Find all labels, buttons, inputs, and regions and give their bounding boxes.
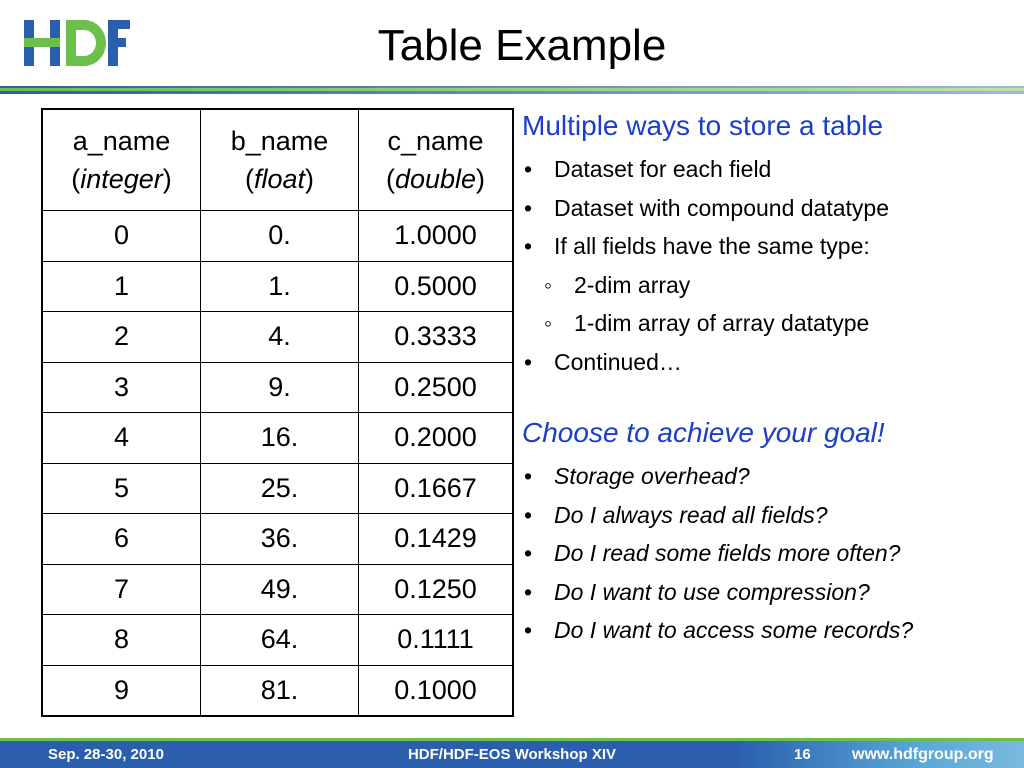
cell-a: 5	[42, 463, 201, 514]
list-item: • Do I want to access some records?	[522, 611, 1012, 650]
cell-b: 1.	[201, 261, 359, 312]
cell-c: 0.3333	[359, 312, 514, 363]
list-item: • Dataset with compound datatype	[522, 189, 1012, 228]
storage-options-list	[522, 150, 1012, 381]
bullet-icon: •	[524, 233, 533, 259]
header-a-name: a_name	[72, 126, 171, 156]
cell-a: 8	[42, 615, 201, 666]
cell-b: 25.	[201, 463, 359, 514]
table-row	[42, 413, 513, 464]
table-header-row	[42, 109, 513, 211]
list-item: • Do I read some fields more often?	[522, 534, 1012, 573]
bullet-icon: •	[524, 348, 533, 375]
list-item: • If all fields have the same type:	[522, 227, 1012, 266]
cell-b: 36.	[201, 514, 359, 565]
cell-a: 6	[42, 514, 201, 565]
cell-c: 0.1250	[359, 564, 514, 615]
footer-event: HDF/HDF-EOS Workshop XIV	[407, 746, 617, 763]
header-b: b_name (float)	[201, 109, 359, 211]
sub-bullet-icon: ◦	[544, 271, 553, 298]
cell-b: 64.	[201, 615, 359, 666]
slide-title: Table Example	[377, 21, 667, 70]
cell-c: 0.5000	[359, 261, 514, 312]
sub-bullet-icon: ◦	[544, 310, 553, 336]
footer-url: www.hdfgroup.org	[852, 746, 994, 763]
cell-a: 7	[42, 564, 201, 615]
header-a: a_name (integer)	[42, 109, 201, 211]
table-row	[42, 615, 513, 666]
bullet-icon: •	[524, 617, 533, 643]
cell-c: 1.0000	[359, 211, 514, 262]
cell-b: 16.	[201, 413, 359, 464]
cell-c: 0.2500	[359, 362, 514, 413]
bullet-icon: •	[524, 578, 533, 605]
list-item: • Dataset for each field	[522, 150, 1012, 189]
cell-a: 9	[42, 665, 201, 716]
heading-goal: Choose to achieve your goal!	[522, 417, 885, 448]
slide-footer	[0, 738, 1024, 768]
cell-b: 0.	[201, 211, 359, 262]
cell-c: 0.2000	[359, 413, 514, 464]
side-notes	[522, 108, 1012, 650]
cell-b: 9.	[201, 362, 359, 413]
bullet-icon: •	[524, 501, 533, 528]
sub-list-item: ◦ 1-dim array of array datatype	[522, 304, 1012, 343]
title-divider	[0, 86, 1024, 94]
cell-c: 0.1000	[359, 665, 514, 716]
list-item: • Do I want to use compression?	[522, 573, 1012, 612]
header-c-type: double	[394, 164, 477, 194]
cell-a: 1	[42, 261, 201, 312]
header-b-name: b_name	[230, 126, 329, 156]
bullet-icon: •	[524, 463, 533, 489]
cell-c: 0.1111	[359, 615, 514, 666]
list-item: • Do I always read all fields?	[522, 496, 1012, 535]
header-c: c_name (double)	[359, 109, 514, 211]
list-item: • Storage overhead?	[522, 457, 1012, 496]
table-row	[42, 211, 513, 262]
table-row	[42, 665, 513, 716]
bullet-icon: •	[524, 156, 533, 182]
list-item: • Continued…	[522, 343, 1012, 382]
cell-a: 3	[42, 362, 201, 413]
table-row	[42, 362, 513, 413]
header-b-type: float	[253, 164, 306, 194]
header-c-name: c_name	[387, 126, 484, 156]
cell-b: 81.	[201, 665, 359, 716]
footer-date: Sep. 28-30, 2010	[48, 746, 164, 763]
header-a-type: integer	[80, 164, 163, 194]
sub-list-item: ◦ 2-dim array	[522, 266, 1012, 305]
table-row	[42, 564, 513, 615]
goal-questions-list	[522, 457, 1012, 650]
page-number: 16	[794, 746, 811, 763]
table-row	[42, 514, 513, 565]
cell-c: 0.1429	[359, 514, 514, 565]
cell-a: 2	[42, 312, 201, 363]
heading-storage-options: Multiple ways to store a table	[522, 110, 884, 141]
cell-b: 4.	[201, 312, 359, 363]
cell-c: 0.1667	[359, 463, 514, 514]
cell-a: 0	[42, 211, 201, 262]
table-row	[42, 312, 513, 363]
bullet-icon: •	[524, 540, 533, 566]
data-table	[41, 108, 514, 717]
cell-b: 49.	[201, 564, 359, 615]
table-row	[42, 463, 513, 514]
bullet-icon: •	[524, 194, 533, 221]
cell-a: 4	[42, 413, 201, 464]
table-row	[42, 261, 513, 312]
